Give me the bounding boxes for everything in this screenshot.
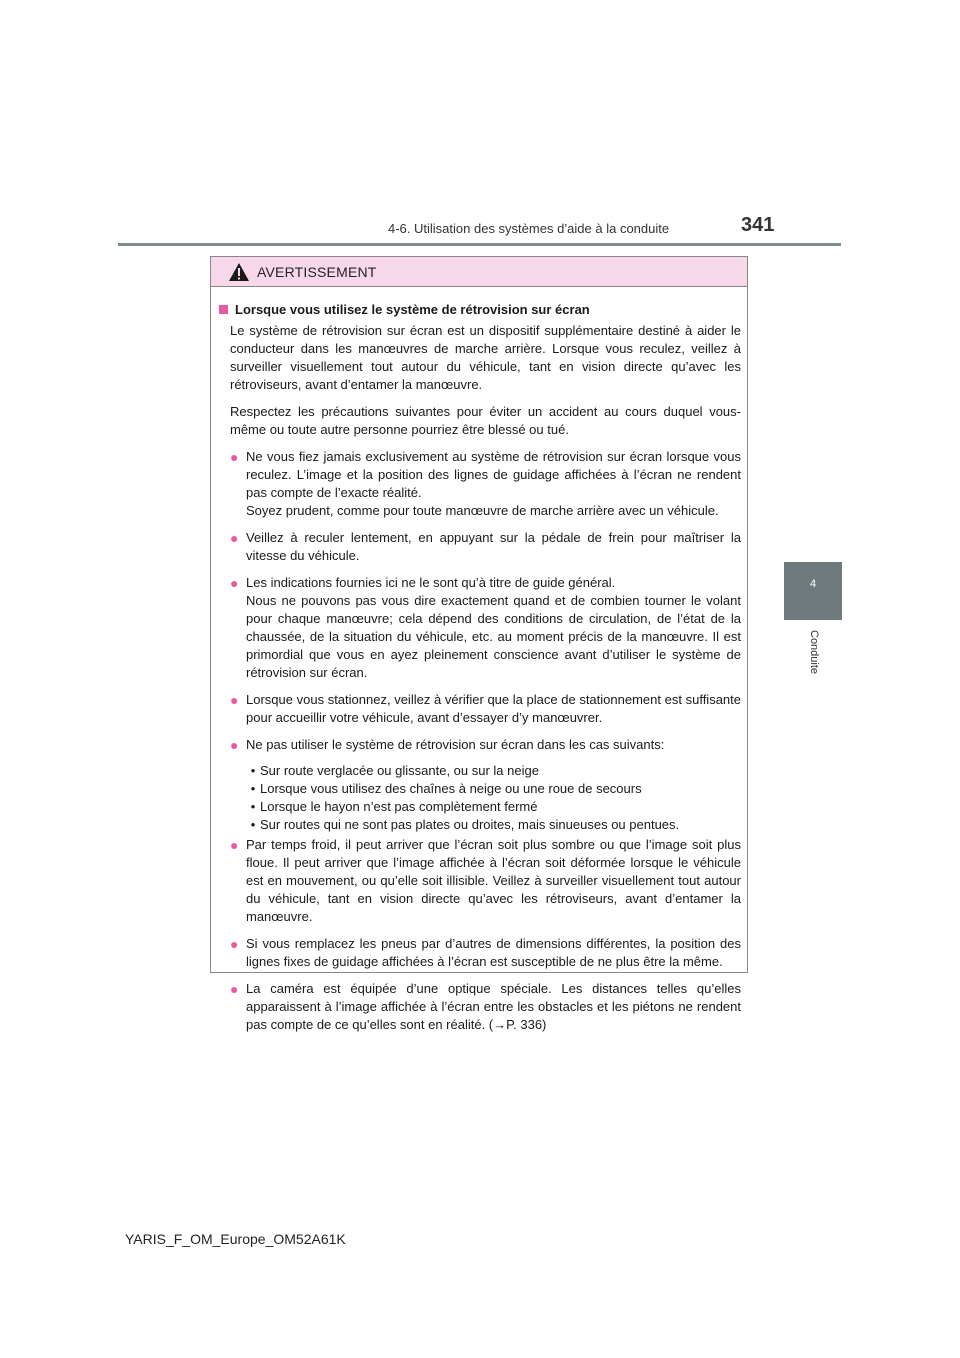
- document-code: YARIS_F_OM_Europe_OM52A61K: [125, 1231, 346, 1247]
- warning-section-title: Lorsque vous utilisez le système de rétrovision sur écran: [219, 301, 741, 319]
- bullet-icon: ●: [230, 692, 239, 708]
- list-item: ● Lorsque vous stationnez, veillez à vérifier que la place de stationnement est suffisante pour accueillir votre véhicule, avant d’essayer d’y manœuvrer.: [230, 692, 741, 725]
- bullet-icon: ●: [230, 575, 239, 591]
- chapter-tab-label: Conduite: [808, 630, 820, 675]
- page-number: 341: [741, 214, 775, 236]
- sub-list-item: • Lorsque vous utilisez des chaînes à neige ou une roue de secours: [250, 781, 642, 796]
- bullet-icon: ●: [230, 737, 239, 753]
- sub-list: [246, 762, 741, 834]
- warning-header: [211, 257, 747, 287]
- intro-paragraph: Respectez les précautions suivantes pour éviter un accident au cours duquel vous-même ou toute autre personne pourriez être blessé ou tué.: [230, 404, 741, 437]
- warning-triangle-icon: [228, 262, 250, 282]
- section-header-title: 4-6. Utilisation des systèmes d’aide à la conduite: [388, 221, 670, 236]
- header-divider: [118, 243, 841, 246]
- square-bullet-icon: [219, 305, 228, 314]
- list-item: ● Ne pas utiliser le système de rétrovision sur écran dans les cas suivants: • Sur route verglacée ou glissante, ou sur la neige • Lorsque vous utilisez des chaînes à neige ou une roue de secours • Lorsque le hayon n’est pas complètement fermé • Sur routes qui ne sont pas plates ou droites, mais sinueuses ou pentues.: [219, 736, 741, 834]
- list-item: ● Les indications fournies ici ne le sont qu’à titre de guide général. Nous ne pouvons pas vous dire exactement quand et de combien tourner le volant pour chaque manœuvre; cela dépend des conditions de circulation, de l’état de la chaussée, de la situation du véhicule, etc. au moment précis de la manœuvre. Il est primordial que vous en ayez pleinement conscience avant d’utiliser le système de rétrovision sur écran.: [230, 575, 741, 680]
- bullet-icon: ●: [230, 981, 239, 997]
- chapter-tab-number: 4: [809, 578, 817, 590]
- list-item: ● Si vous remplacez les pneus par d’autres de dimensions différentes, la position des lignes fixes de guidage affichées à l’écran est susceptible de ne plus être la même.: [230, 936, 741, 969]
- bullet-icon: ●: [230, 449, 239, 465]
- sub-list-item: • Lorsque le hayon n’est pas complètement fermé: [250, 799, 538, 814]
- warning-body: [211, 287, 747, 1034]
- list-item: ● La caméra est équipée d’une optique spéciale. Les distances telles qu’elles apparaissent à l’image affichée à l’écran entre les obstacles et les piétons ne rendent pas compte de ce qu’elles sont en réalité. (→P. 336): [230, 981, 741, 1032]
- list-item: ● Par temps froid, il peut arriver que l’écran soit plus sombre ou que l’image soit plus floue. Il peut arriver que l’image affichée à l’écran soit déformée lorsque le véhicule est en mouvement, ou qu’elle soit illisible. Veillez à surveiller visuellement tout autour du véhicule, tant en vision directe qu’avec les rétroviseurs, avant d’entamer la manœuvre.: [230, 837, 741, 924]
- chapter-tab: [784, 562, 842, 620]
- sub-list-item: • Sur route verglacée ou glissante, ou sur la neige: [250, 763, 539, 778]
- bullet-icon: ●: [230, 530, 239, 546]
- bullet-icon: ●: [230, 837, 239, 853]
- intro-paragraph: Le système de rétrovision sur écran est un dispositif supplémentaire destiné à aider le conducteur dans les manœuvres de marche arrière. Lorsque vous reculez, veillez à surveiller visuellement tout autour du véhicule, tant en vision directe qu’avec les rétroviseurs, avant d’entamer la manœuvre.: [230, 323, 741, 392]
- warning-heading: AVERTISSEMENT: [257, 263, 377, 280]
- list-item: ● Ne vous fiez jamais exclusivement au système de rétrovision sur écran lorsque vous reculez. L’image et la position des lignes de guidage affichées à l’écran ne rendent pas compte de l’exacte réalité. Soyez prudent, comme pour toute manœuvre de marche arrière avec un véhicule.: [230, 449, 741, 518]
- warning-box: [210, 256, 748, 1032]
- bullet-icon: ●: [230, 936, 239, 952]
- sub-list-item: • Sur routes qui ne sont pas plates ou droites, mais sinueuses ou pentues.: [250, 817, 680, 832]
- list-item: ● Veillez à reculer lentement, en appuyant sur la pédale de frein pour maîtriser la vitesse du véhicule.: [230, 530, 741, 563]
